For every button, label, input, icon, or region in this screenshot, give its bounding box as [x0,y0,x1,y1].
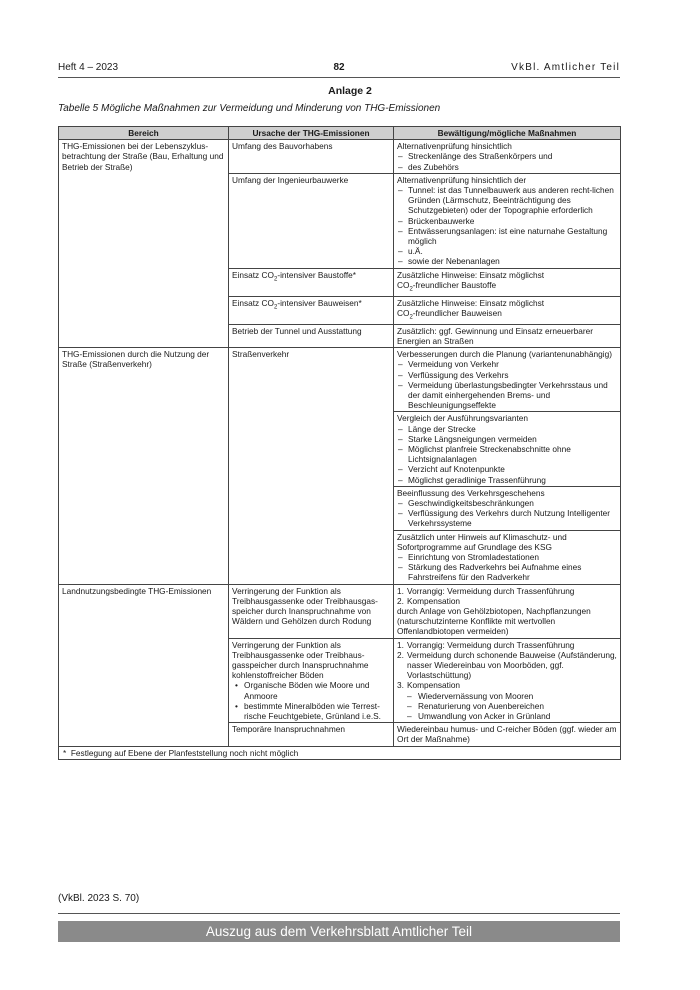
list-item: – Verflüssigung des Verkehrs [398,369,509,380]
massnahme-text: Zusätzliche Hinweise: Einsatz möglichst [397,269,545,280]
list-item: – Möglichst geradlinige Trassenführung [398,474,546,485]
massnahme-cell [394,486,621,530]
table-header-row [59,127,621,140]
list-item: – Verflüssigung des Verkehrs durch Nutzung Intelligenter Verkehrssysteme [398,508,611,529]
list-item: – Stärkung des Radverkehrs bei Aufnahme eines Fahrstreifens für den Radverkehr [398,562,582,583]
bereich-cell: THG-Emissionen durch die Nutzung der Straße (Straßenverkehr) [59,348,229,584]
journal-name: VkBl. Amtlicher Teil [511,62,620,73]
footer-banner: Auszug aus dem Verkehrsblatt Amtlicher Teil [58,921,620,942]
list-item: – Verzicht auf Knotenpunkte [398,464,505,475]
list-item: 1. Vorrangig: Vermeidung durch Trassenführung [397,639,575,650]
list-item: – Vermeidung von Verkehr [398,359,499,370]
massnahme-intro: Beeinflussung des Verkehrsgeschehens [397,487,545,498]
list-item: • bestimmte Mineralböden wie Terrest-rische Feuchtgebiete, Grünland i.e.S. [235,700,381,722]
massnahme-intro: Alternativenprüfung hinsichtlich der [397,174,527,185]
massnahme-cell [394,348,621,412]
ursache-cell: Umfang des Bauvorhabens [229,140,394,174]
bereich-cell: Landnutzungsbedingte THG-Emissionen [59,584,229,746]
table-caption: Tabelle 5 Mögliche Maßnahmen zur Vermeidung und Minderung von THG-Emissionen [58,103,441,114]
massnahme-cell [394,638,621,723]
list-item: – Geschwindigkeitsbeschränkungen [398,498,534,509]
list-item: – sowie der Nebenanlagen [398,256,500,267]
ursache-cell: Verringerung der Funktion als Treibhausgassenke oder Treibhausgas-speicher durch Inanspruchnahme von Wäldern und Gehölzen durch Rodung [229,584,394,638]
massnahme-text: durch Anlage von Gehölzbiotopen, Nachpflanzungen (naturschutzinterne Konflikte mit wertvollen Offenlandbiotopen vermeiden) [397,606,591,637]
column-header: Ursache der THG-Emissionen [229,127,394,140]
list-item: – Streckenlänge des Straßenkörpers und [398,151,553,162]
list-item: – Einrichtung von Stromladestationen [398,552,539,563]
massnahme-cell [394,296,621,324]
footnote-row [59,746,621,759]
list-item: 1. Vorrangig: Vermeidung durch Trassenführung [397,585,575,596]
bereich-cell: THG-Emissionen bei der Lebenszyklus-betrachtung der Straße (Bau, Erhaltung und Betrieb der Straße) [59,140,229,348]
list-item: – Möglichst planfreie Streckenabschnitte ohne Lichtsignalanlagen [398,444,571,465]
list-item: 3. Kompensation [397,680,461,691]
list-item: – Brückenbauwerke [398,215,475,226]
massnahme-cell [394,173,621,268]
table-footnote: * Festlegung auf Ebene der Planfeststellung noch nicht möglich [59,746,621,759]
massnahme-cell [394,530,621,584]
list-item: – u.Ä. [398,246,423,257]
measures-table [58,126,621,760]
massnahme-cell [394,268,621,296]
footer-rule [58,913,620,914]
column-header: Bewältigung/mögliche Maßnahmen [394,127,621,140]
issue-label: Heft 4 – 2023 [58,62,119,73]
massnahme-intro: Alternativenprüfung hinsichtlich [397,141,512,152]
list-item: – Entwässerungsanlagen: ist eine naturnahe Gestaltung möglich [398,225,608,247]
list-item: – Wiedervernässung von Mooren [407,690,534,701]
table-row [59,140,621,174]
massnahme-intro: Vergleich der Ausführungsvarianten [397,413,528,424]
running-header [58,61,620,75]
massnahme-intro: Verbesserungen durch die Planung (variantenunabhängig) [397,349,612,360]
ursache-cell: Betrieb der Tunnel und Ausstattung [229,324,394,347]
table-row [59,584,621,638]
list-item: – Umwandlung von Acker in Grünland [407,711,551,722]
table-row [59,348,621,412]
massnahme-text: $CO_2$-freundlicher Bauweisen [397,307,502,321]
annex-title: Anlage 2 [328,85,372,97]
ursache-cell: Umfang der Ingenieurbauwerke [229,173,394,268]
massnahme-cell: Wiedereinbau humus- und C-reicher Böden (ggf. wieder am Ort der Maßnahme) [394,723,621,746]
list-item: – Tunnel: ist das Tunnelbauwerk aus anderen recht-lichen Gründen (Lärmschutz, Beeinträchtigung des Schutzgebieten) oder der Topographie erforderlich [398,185,614,216]
list-item: 2. Vermeidung durch schonende Bauweise (Aufständerung, nasser Wiedereinbau von Moorböden, ggf. Vorlastschüttung) [397,649,617,681]
list-item: 2. Kompensation [397,595,461,606]
page-number: 82 [333,62,345,73]
massnahme-cell [394,140,621,174]
header-rule [58,77,620,78]
massnahme-cell: Zusätzlich: ggf. Gewinnung und Einsatz erneuerbarer Energien an Straßen [394,324,621,347]
massnahme-text: $CO_2$-freundlicher Baustoffe [397,279,497,293]
ursache-cell: Straßenverkehr [229,348,394,584]
list-item: – Vermeidung überlastungsbedingter Verkehrsstaus und der damit einhergehenden Brems- und Beschleunigungseffekte [398,379,608,411]
massnahme-cell [394,584,621,638]
massnahme-text: Zusätzliche Hinweise: Einsatz möglichst [397,297,545,308]
ursache-cell: Temporäre Inanspruchnahmen [229,723,394,746]
list-item: • Organische Böden wie Moore und Anmoore [235,680,370,701]
ursache-cell: Einsatz $CO_2$-intensiver Bauweisen* [229,296,394,324]
ursache-cell: Verringerung der Funktion als Treibhausgassenke oder Treibhaus-gasspeicher durch Inanspruchnahme kohlenstoffreicher Böden • Organische Böden wie Moore und Anmoore • bestimmte Mineralböden wie Terrest-rische Feuchtgebiete, Grünland i.e.S. [229,638,394,723]
list-item: – Starke Längsneigungen vermeiden [398,433,537,444]
list-item: – Renaturierung von Auenbereichen [407,700,544,711]
list-item: – des Zubehörs [398,161,459,172]
column-header: Bereich [59,127,229,140]
list-item: – Länge der Strecke [398,423,476,434]
ursache-cell: Einsatz $CO_2$-intensiver Baustoffe* [229,268,394,296]
source-reference: (VkBl. 2023 S. 70) [58,893,140,904]
massnahme-intro: Zusätzlich unter Hinweis auf Klimaschutz- und Sofortprogramme auf Grundlage des KSG [397,531,567,552]
massnahme-cell [394,412,621,486]
